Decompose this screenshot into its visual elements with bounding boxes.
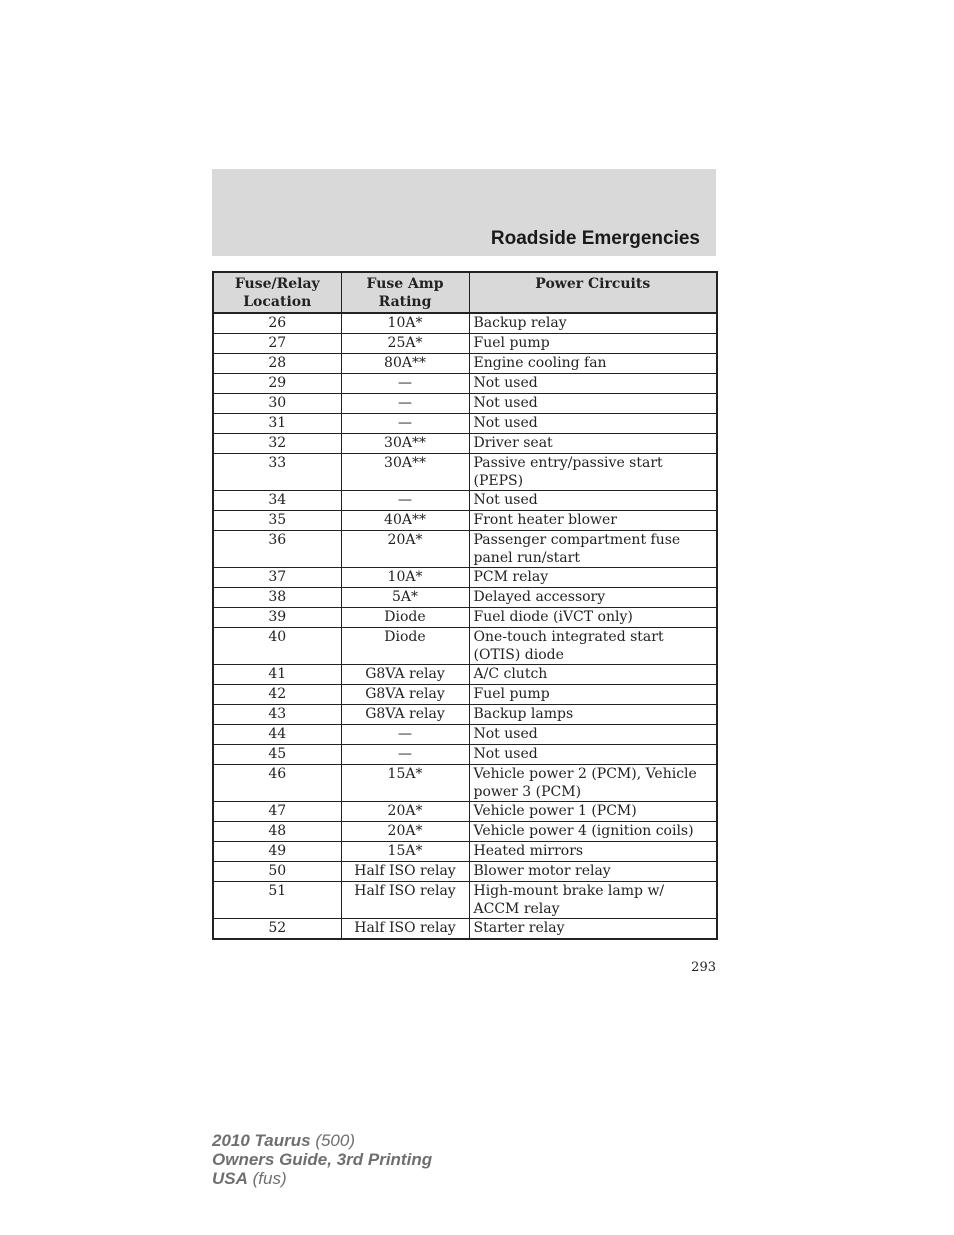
- cell-rating: Diode: [341, 628, 469, 665]
- table-row: [213, 628, 717, 665]
- cell-location: 36: [213, 531, 341, 568]
- cell-location: 29: [213, 374, 341, 394]
- cell-circuits: Vehicle power 4 (ignition coils): [469, 822, 717, 842]
- column-header-circuits: [469, 272, 717, 313]
- cell-location: 51: [213, 882, 341, 919]
- cell-location: 43: [213, 705, 341, 725]
- table-row: [213, 334, 717, 354]
- footer-imprint: [212, 1131, 432, 1188]
- cell-rating: —: [341, 745, 469, 765]
- cell-circuits: Heated mirrors: [469, 842, 717, 862]
- table-row: [213, 842, 717, 862]
- header-line: Rating: [378, 294, 432, 310]
- table-row: [213, 414, 717, 434]
- cell-circuits: Blower motor relay: [469, 862, 717, 882]
- cell-rating: G8VA relay: [341, 705, 469, 725]
- cell-circuits: Not used: [469, 745, 717, 765]
- table-row: [213, 531, 717, 568]
- cell-rating: —: [341, 414, 469, 434]
- cell-rating: Half ISO relay: [341, 862, 469, 882]
- cell-location: 41: [213, 665, 341, 685]
- cell-location: 28: [213, 354, 341, 374]
- cell-circuits: Not used: [469, 491, 717, 511]
- cell-location: 31: [213, 414, 341, 434]
- cell-rating: 15A*: [341, 765, 469, 802]
- table-row: [213, 568, 717, 588]
- cell-rating: G8VA relay: [341, 685, 469, 705]
- cell-circuits: Not used: [469, 414, 717, 434]
- table-row: [213, 608, 717, 628]
- cell-rating: 20A*: [341, 531, 469, 568]
- cell-location: 39: [213, 608, 341, 628]
- cell-rating: —: [341, 394, 469, 414]
- table-body: [213, 313, 717, 939]
- cell-location: 37: [213, 568, 341, 588]
- table-header-row: [213, 272, 717, 313]
- cell-circuits: Backup lamps: [469, 705, 717, 725]
- cell-circuits: Not used: [469, 725, 717, 745]
- table-row: [213, 882, 717, 919]
- table-row: [213, 394, 717, 414]
- cell-circuits: Backup relay: [469, 313, 717, 334]
- table-row: [213, 745, 717, 765]
- cell-circuits: Passenger compartment fuse panel run/start: [469, 531, 717, 568]
- cell-rating: 10A*: [341, 313, 469, 334]
- column-header-rating: [341, 272, 469, 313]
- table-row: [213, 374, 717, 394]
- cell-circuits: PCM relay: [469, 568, 717, 588]
- cell-circuits: Engine cooling fan: [469, 354, 717, 374]
- cell-circuits: Vehicle power 2 (PCM), Vehicle power 3 (PCM): [469, 765, 717, 802]
- cell-location: 35: [213, 511, 341, 531]
- cell-location: 47: [213, 802, 341, 822]
- header-line: Power Circuits: [535, 276, 651, 292]
- cell-circuits: Fuel pump: [469, 685, 717, 705]
- table-row: [213, 765, 717, 802]
- table-row: [213, 588, 717, 608]
- table-row: [213, 862, 717, 882]
- cell-rating: 20A*: [341, 822, 469, 842]
- table-row: [213, 434, 717, 454]
- cell-circuits: Fuel diode (iVCT only): [469, 608, 717, 628]
- fuse-relay-table: [212, 271, 718, 940]
- table-row: [213, 705, 717, 725]
- cell-location: 40: [213, 628, 341, 665]
- table-row: [213, 313, 717, 334]
- cell-location: 42: [213, 685, 341, 705]
- cell-rating: Half ISO relay: [341, 882, 469, 919]
- cell-location: 49: [213, 842, 341, 862]
- cell-location: 30: [213, 394, 341, 414]
- table-row: [213, 685, 717, 705]
- cell-location: 45: [213, 745, 341, 765]
- footer-model: 2010 Taurus: [212, 1131, 311, 1150]
- cell-location: 52: [213, 919, 341, 940]
- cell-rating: 80A**: [341, 354, 469, 374]
- footer-model-code: (500): [310, 1131, 356, 1150]
- table-row: [213, 802, 717, 822]
- cell-circuits: Front heater blower: [469, 511, 717, 531]
- cell-location: 46: [213, 765, 341, 802]
- cell-circuits: Starter relay: [469, 919, 717, 940]
- cell-rating: 30A**: [341, 454, 469, 491]
- cell-rating: —: [341, 374, 469, 394]
- table-row: [213, 454, 717, 491]
- table-row: [213, 354, 717, 374]
- table-row: [213, 822, 717, 842]
- table-row: [213, 725, 717, 745]
- cell-rating: 5A*: [341, 588, 469, 608]
- cell-rating: —: [341, 725, 469, 745]
- cell-rating: 20A*: [341, 802, 469, 822]
- cell-circuits: Passive entry/passive start (PEPS): [469, 454, 717, 491]
- cell-rating: 40A**: [341, 511, 469, 531]
- cell-rating: 30A**: [341, 434, 469, 454]
- header-line: Location: [243, 294, 312, 310]
- cell-location: 38: [213, 588, 341, 608]
- header-line: Fuse Amp: [366, 276, 444, 292]
- table-row: [213, 491, 717, 511]
- table-row: [213, 511, 717, 531]
- cell-circuits: Not used: [469, 374, 717, 394]
- cell-circuits: Delayed accessory: [469, 588, 717, 608]
- cell-location: 27: [213, 334, 341, 354]
- footer-line-model: [212, 1131, 432, 1150]
- table-row: [213, 665, 717, 685]
- page-number: 293: [691, 960, 716, 975]
- header-line: Fuse/Relay: [234, 276, 320, 292]
- cell-location: 44: [213, 725, 341, 745]
- footer-line-region: [212, 1169, 432, 1188]
- footer-guide: Owners Guide, 3rd Printing: [212, 1150, 433, 1169]
- cell-circuits: Not used: [469, 394, 717, 414]
- cell-circuits: High-mount brake lamp w/ ACCM relay: [469, 882, 717, 919]
- cell-location: 32: [213, 434, 341, 454]
- cell-circuits: A/C clutch: [469, 665, 717, 685]
- cell-location: 50: [213, 862, 341, 882]
- cell-rating: 15A*: [341, 842, 469, 862]
- table-row: [213, 919, 717, 940]
- section-title: Roadside Emergencies: [490, 228, 700, 249]
- cell-rating: Diode: [341, 608, 469, 628]
- cell-location: 33: [213, 454, 341, 491]
- cell-rating: 25A*: [341, 334, 469, 354]
- footer-region: USA: [212, 1169, 248, 1188]
- cell-location: 34: [213, 491, 341, 511]
- cell-circuits: Vehicle power 1 (PCM): [469, 802, 717, 822]
- section-header-band: [212, 169, 716, 256]
- cell-circuits: Fuel pump: [469, 334, 717, 354]
- cell-rating: 10A*: [341, 568, 469, 588]
- cell-rating: —: [341, 491, 469, 511]
- cell-location: 26: [213, 313, 341, 334]
- cell-circuits: One-touch integrated start (OTIS) diode: [469, 628, 717, 665]
- cell-rating: Half ISO relay: [341, 919, 469, 940]
- cell-rating: G8VA relay: [341, 665, 469, 685]
- cell-location: 48: [213, 822, 341, 842]
- cell-circuits: Driver seat: [469, 434, 717, 454]
- footer-region-code: (fus): [247, 1169, 287, 1188]
- column-header-location: [213, 272, 341, 313]
